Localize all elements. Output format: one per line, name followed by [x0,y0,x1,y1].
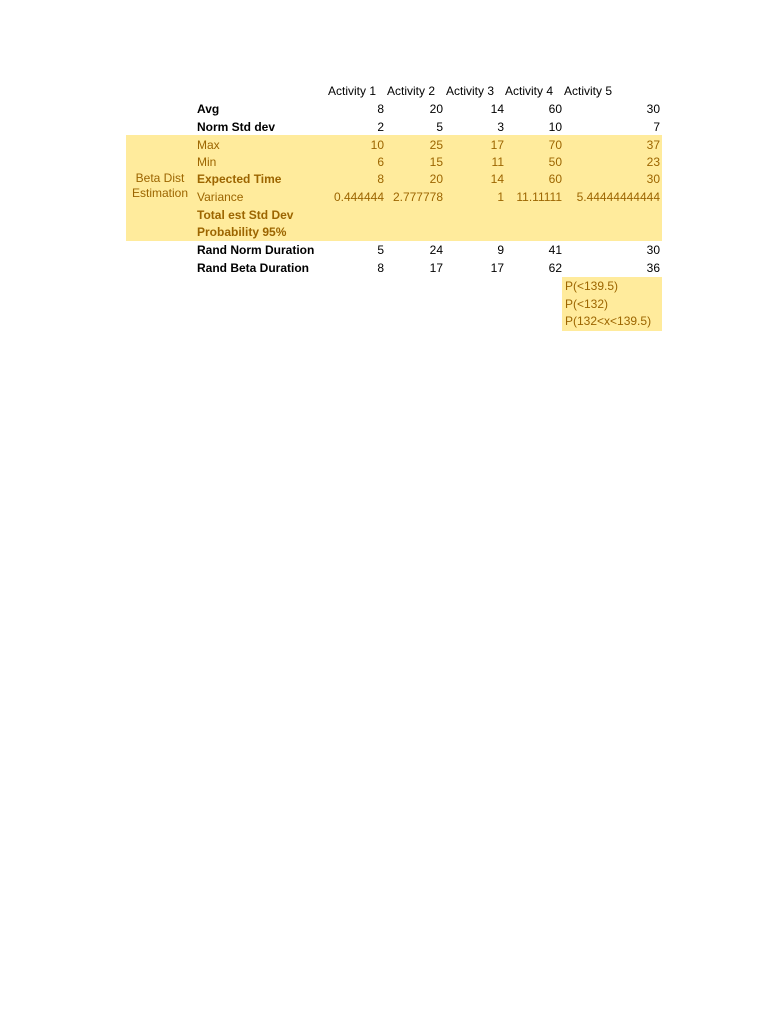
table-cell: 10 [548,120,562,134]
table-cell: 24 [429,243,443,257]
table-cell: 14 [490,102,504,116]
beta-dist-estimation-label [126,171,194,201]
table-cell: 5 [377,243,384,257]
table-cell: 17 [490,261,504,275]
table-cell: 37 [646,138,660,152]
row-label-expected-time: Expected Time [197,172,282,186]
row-label-total-est-std-dev: Total est Std Dev [197,208,294,222]
side-label-line2: Estimation [131,186,189,200]
column-header-activity-4: Activity 4 [505,84,554,98]
table-cell: 30 [646,102,660,116]
table-cell: 25 [429,138,443,152]
table-cell: 1 [497,190,504,204]
column-header-activity-2: Activity 2 [387,84,436,98]
table-cell: 0.444444 [333,190,384,204]
table-cell: 15 [429,155,443,169]
side-label-line1: Beta Dist [135,171,185,185]
table-cell: 20 [429,172,443,186]
column-header-activity-5: Activity 5 [564,84,613,98]
row-label-rand-beta-duration: Rand Beta Duration [197,261,310,275]
column-header-activity-3: Activity 3 [446,84,495,98]
row-label-variance: Variance [197,190,244,204]
row-label-rand-norm-duration: Rand Norm Duration [197,243,315,257]
row-label-min: Min [197,155,217,169]
table-cell: 70 [548,138,562,152]
table-cell: 8 [377,261,384,275]
table-cell: 62 [548,261,562,275]
table-cell: 10 [370,138,384,152]
table-cell: 60 [548,172,562,186]
table-cell: 8 [377,102,384,116]
row-label-norm-std-dev: Norm Std dev [197,120,276,134]
table-cell: 3 [497,120,504,134]
table-cell: 7 [653,120,660,134]
table-cell: 41 [548,243,562,257]
table-cell: 2 [377,120,384,134]
table-cell: 36 [646,261,660,275]
table-cell: 11.11111 [516,190,562,204]
table-cell: 6 [377,155,384,169]
table-cell: 30 [646,243,660,257]
table-cell: 30 [646,172,660,186]
table-cell: 14 [490,172,504,186]
table-cell: 5 [436,120,443,134]
table-cell: 17 [429,261,443,275]
row-label-avg: Avg [197,102,220,116]
table-cell: 8 [377,172,384,186]
table-cell: 20 [429,102,443,116]
probability-between-132-139-5: P(132<x<139.5) [565,314,652,328]
probability-less-139-5: P(<139.5) [565,279,619,293]
column-header-activity-1: Activity 1 [328,84,377,98]
table-cell: 2.777778 [392,190,443,204]
table-cell: 9 [497,243,504,257]
table-cell: 5.44444444444 [576,190,660,204]
row-label-max: Max [197,138,220,152]
table-cell: 23 [646,155,660,169]
table-cell: 11 [491,155,504,169]
table-cell: 60 [548,102,562,116]
table-cell: 17 [490,138,504,152]
probability-less-132: P(<132) [565,297,609,311]
table-cell: 50 [548,155,562,169]
row-label-probability-95: Probability 95% [197,225,287,239]
